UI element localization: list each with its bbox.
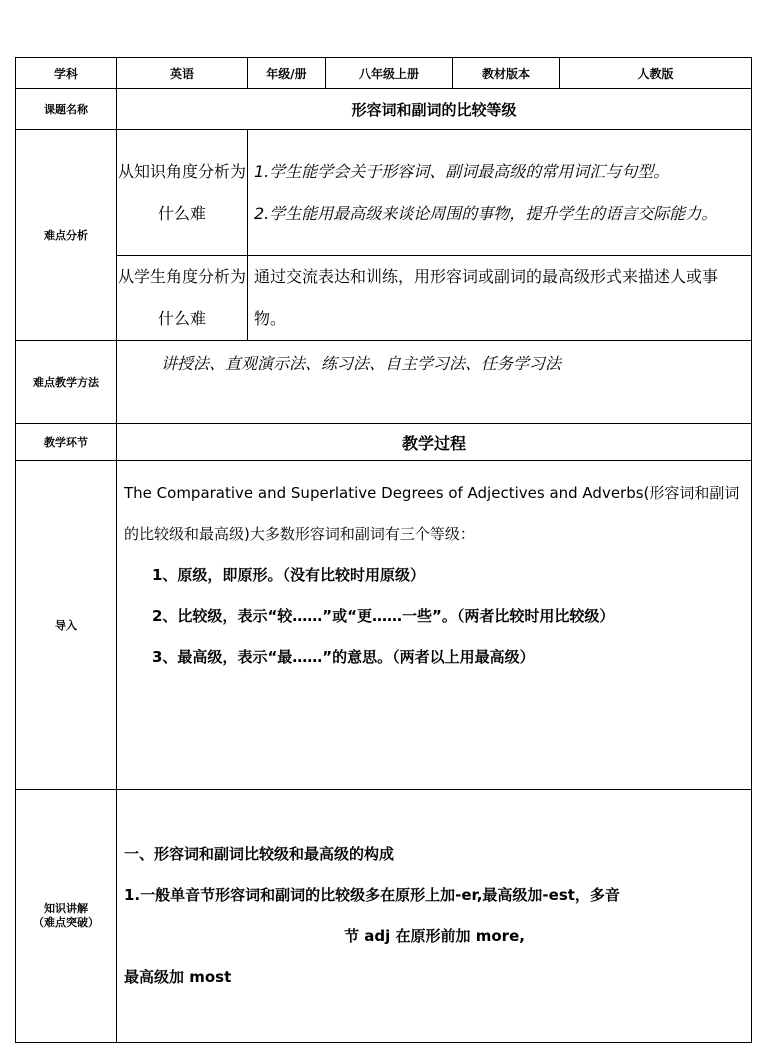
difficulty-student-row — [16, 256, 752, 341]
intro-row — [16, 461, 752, 790]
intro-point: 2、比较级，表示“较……”或“更……一些”。（两者比较时用比较级） — [152, 607, 615, 625]
methods-cell — [117, 341, 752, 424]
knowledge-label-line2: （难点突破） — [33, 916, 99, 929]
process-header-row — [16, 424, 752, 461]
topic-title: 形容词和副词的比较等级 — [117, 89, 752, 130]
difficulty-label: 难点分析 — [16, 130, 117, 341]
process-title: 教学过程 — [117, 424, 752, 461]
edition-value: 人教版 — [560, 58, 752, 89]
knowledge-rule-line: 最高级加 most — [124, 968, 232, 986]
intro-paragraph: The Comparative and Superlative Degrees of Adjectives and Adverbs(形容词和副词的比较级和最高级)大多数形容词和副词有三个等级： — [124, 484, 740, 543]
topic-row — [16, 89, 752, 130]
knowledge-point: 1.学生能学会关于形容词、副词最高级的常用词汇与句型。 — [254, 161, 670, 181]
intro-label: 导入 — [16, 461, 117, 790]
intro-content — [117, 461, 752, 790]
knowledge-point: 2.学生能用最高级来谈论周围的事物，提升学生的语言交际能力。 — [254, 203, 718, 223]
edition-label: 教材版本 — [453, 58, 560, 89]
student-angle-text: 通过交流表达和训练，用形容词或副词的最高级形式来描述人或事物。 — [248, 256, 752, 341]
knowledge-content — [117, 790, 752, 1043]
methods-row — [16, 341, 752, 424]
header-row — [16, 58, 752, 89]
intro-point: 1、原级，即原形。（没有比较时用原级） — [152, 566, 425, 584]
student-angle-label: 从学生角度分析为什么难 — [117, 256, 248, 341]
grade-label: 年级/册 — [248, 58, 326, 89]
knowledge-heading: 一、形容词和副词比较级和最高级的构成 — [124, 845, 395, 863]
knowledge-row — [16, 790, 752, 1043]
knowledge-label-line1: 知识讲解 — [44, 902, 88, 915]
subject-label: 学科 — [16, 58, 117, 89]
subject-value: 英语 — [117, 58, 248, 89]
difficulty-knowledge-row — [16, 130, 752, 256]
knowledge-rule-line: 1.一般单音节形容词和副词的比较级多在原形上加-er,最高级加-est，多音 — [124, 886, 620, 904]
methods-text: 讲授法、直观演示法、练习法、自主学习法、任务学习法 — [161, 354, 562, 373]
knowledge-angle-text — [248, 130, 752, 256]
knowledge-rule-line: 节 adj 在原形前加 more, — [344, 927, 525, 945]
knowledge-label — [16, 790, 117, 1043]
process-stage-label: 教学环节 — [16, 424, 117, 461]
lesson-plan-table — [15, 57, 752, 1043]
intro-point: 3、最高级，表示“最……”的意思。（两者以上用最高级） — [152, 648, 535, 666]
knowledge-angle-label: 从知识角度分析为什么难 — [117, 130, 248, 256]
grade-value: 八年级上册 — [326, 58, 453, 89]
methods-label: 难点教学方法 — [16, 341, 117, 424]
topic-label: 课题名称 — [16, 89, 117, 130]
